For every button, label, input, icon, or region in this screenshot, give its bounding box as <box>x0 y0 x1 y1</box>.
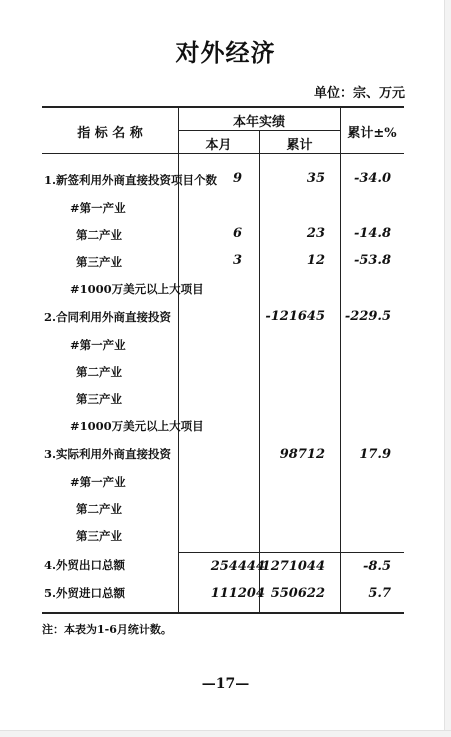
row-label: #1000万美元以上大项目 <box>70 282 204 296</box>
page-edge-bottom <box>0 730 451 737</box>
row-label: 第二产业 <box>76 502 122 516</box>
row-month: 3 <box>232 253 242 268</box>
row-label: 4.外贸出口总额 <box>44 558 126 572</box>
row-cumulative: 12 <box>306 253 325 268</box>
row-change-pct: 5.7 <box>368 586 391 601</box>
row-label: 1.新签利用外商直接投资项目个数 <box>44 173 218 187</box>
header-bottom-rule <box>42 153 404 154</box>
col-divider-2 <box>259 131 260 613</box>
total-rule <box>178 552 404 553</box>
row-month: 6 <box>232 226 242 241</box>
header-this-month: 本月 <box>205 138 232 153</box>
row-label: 第二产业 <box>76 228 122 242</box>
footnote: 注：本表为1-6月统计数。 <box>42 623 172 636</box>
row-label: #第一产业 <box>70 475 126 489</box>
row-change-pct: -229.5 <box>344 309 391 324</box>
row-month: 254444 <box>210 559 265 574</box>
col-divider-3 <box>340 107 341 613</box>
header-cumulative: 累计 <box>286 138 313 153</box>
row-change-pct: -53.8 <box>353 253 391 268</box>
unit-label: 单位：宗、万元 <box>313 86 405 101</box>
row-cumulative: -121645 <box>265 309 325 324</box>
row-month: 111204 <box>210 586 265 601</box>
header-indicator: 指 标 名 称 <box>77 126 143 141</box>
row-change-pct: -34.0 <box>353 171 391 186</box>
row-label: 第三产业 <box>76 255 122 269</box>
table-top-rule <box>42 106 404 108</box>
row-cumulative: 550622 <box>270 586 325 601</box>
row-month: 9 <box>232 171 242 186</box>
page-title: 对外经济 <box>175 39 276 67</box>
row-cumulative: 98712 <box>279 447 325 462</box>
table-bottom-rule <box>42 612 404 614</box>
row-change-pct: -8.5 <box>362 559 391 574</box>
page-number: —17— <box>201 676 250 692</box>
row-label: #第一产业 <box>70 338 126 352</box>
row-label: 第三产业 <box>76 529 122 543</box>
row-label: 第二产业 <box>76 365 122 379</box>
row-label: 3.实际利用外商直接投资 <box>44 447 172 461</box>
header-cumulative-change: 累计±% <box>347 126 397 141</box>
row-change-pct: -14.8 <box>353 226 391 241</box>
row-cumulative: 1271044 <box>261 559 325 574</box>
row-label: 2.合同利用外商直接投资 <box>44 310 172 324</box>
row-cumulative: 35 <box>306 171 325 186</box>
row-cumulative: 23 <box>306 226 325 241</box>
row-change-pct: 17.9 <box>359 447 391 462</box>
row-label: #第一产业 <box>70 201 126 215</box>
row-label: #1000万美元以上大项目 <box>70 419 204 433</box>
header-current-year: 本年实绩 <box>232 115 285 130</box>
row-label: 第三产业 <box>76 392 122 406</box>
row-label: 5.外贸进口总额 <box>44 586 126 600</box>
page-edge-right <box>444 0 451 737</box>
